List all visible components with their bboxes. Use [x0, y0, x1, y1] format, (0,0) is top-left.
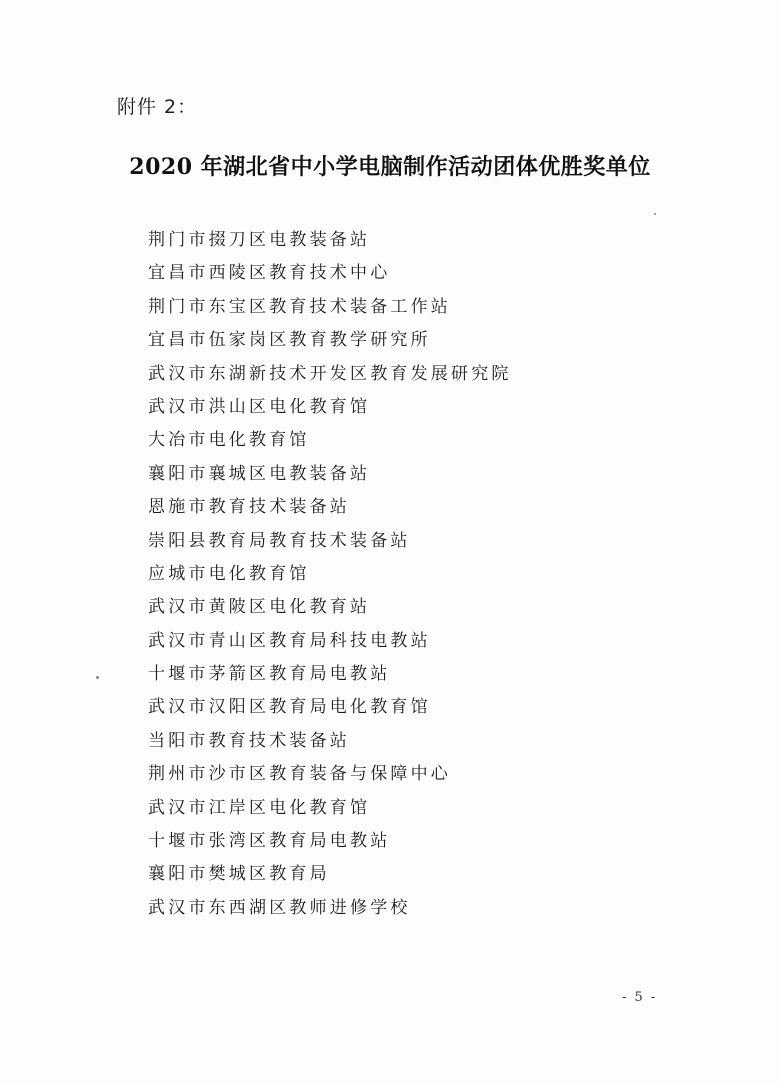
- list-item: 襄阳市樊城区教育局: [148, 864, 330, 885]
- list-item: 武汉市江岸区电化教育馆: [148, 797, 371, 818]
- list-item: 恩施市教育技术装备站: [148, 497, 350, 518]
- list-item: 宜昌市伍家岗区教育教学研究所: [148, 330, 431, 351]
- list-item: 十堰市茅箭区教育局电教站: [148, 664, 391, 685]
- page-number: - 5 -: [622, 990, 658, 1005]
- list-item: 十堰市张湾区教育局电教站: [148, 831, 391, 852]
- list-item: 武汉市黄陂区电化教育站: [148, 597, 371, 618]
- document-title: 2020 年湖北省中小学电脑制作活动团体优胜奖单位: [129, 154, 651, 180]
- list-item: 武汉市青山区教育局科技电教站: [148, 630, 431, 651]
- scan-speck: [654, 213, 656, 215]
- list-item: 应城市电化教育馆: [148, 563, 310, 584]
- list-item: 襄阳市襄城区电教装备站: [148, 463, 371, 484]
- list-item: 荆门市掇刀区电教装备站: [148, 230, 371, 250]
- list-item: 荆州市沙市区教育装备与保障中心: [148, 764, 451, 785]
- list-item: 武汉市东湖新技术开发区教育发展研究院: [148, 363, 512, 384]
- list-item: 武汉市东西湖区教师进修学校: [148, 897, 411, 918]
- list-item: 崇阳县教育局教育技术装备站: [148, 530, 411, 551]
- list-item: 宜昌市西陵区教育技术中心: [148, 263, 391, 284]
- attachment-label: 附件 2：: [117, 96, 198, 118]
- list-item: 武汉市洪山区电化教育馆: [148, 396, 371, 417]
- scan-speck: [96, 676, 99, 679]
- list-item: 荆门市东宝区教育技术装备工作站: [148, 296, 451, 317]
- award-unit-list: [148, 224, 512, 925]
- list-item: 武汉市汉阳区教育局电化教育馆: [148, 697, 431, 718]
- list-item: 当阳市教育技术装备站: [148, 730, 350, 751]
- list-item: 大冶市电化教育馆: [148, 430, 310, 451]
